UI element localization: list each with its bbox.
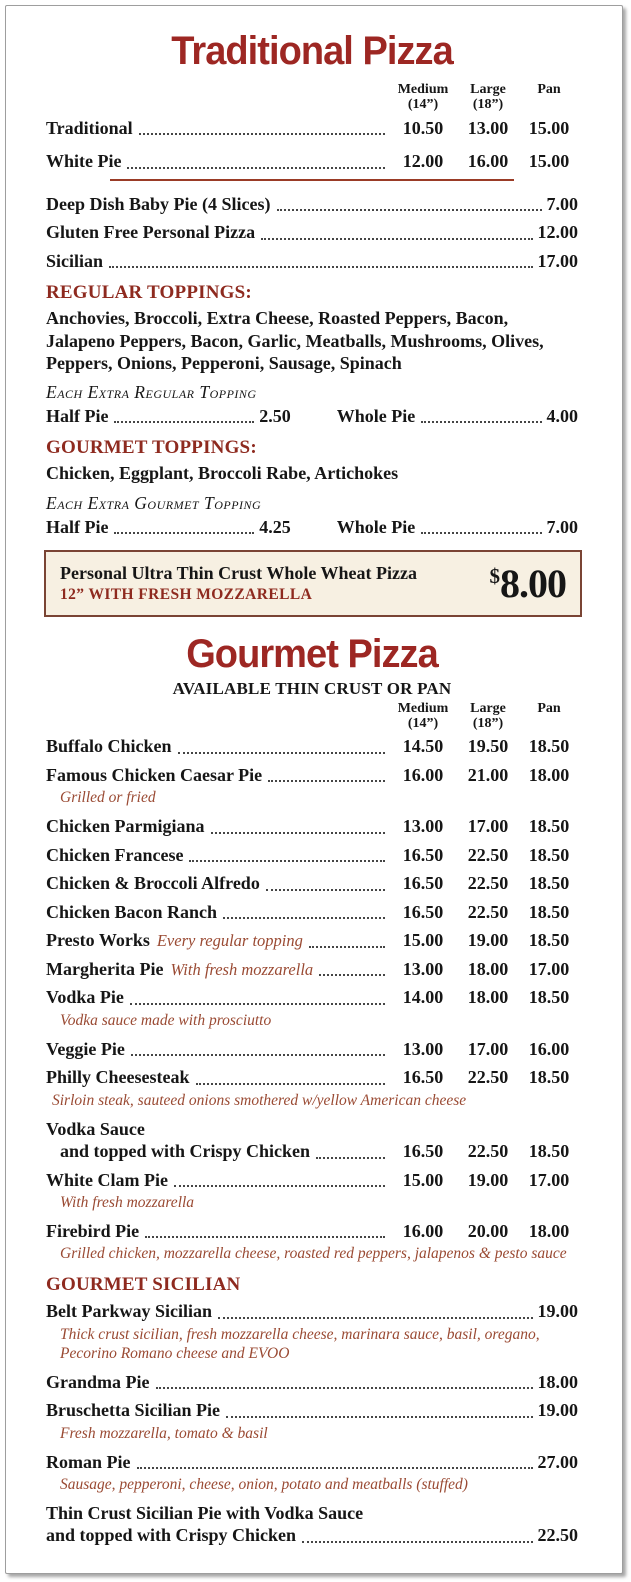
item-price-pan: 18.50 bbox=[528, 844, 570, 865]
item-inline-note: With fresh mozzarella bbox=[170, 959, 314, 979]
currency-symbol: $ bbox=[489, 563, 500, 588]
item-price-large: 18.00 bbox=[467, 987, 509, 1008]
item-name: Bruschetta Sicilian Pie bbox=[46, 1400, 220, 1421]
menu-item-row bbox=[46, 1066, 578, 1089]
menu-item-row bbox=[46, 764, 578, 787]
dot-leader bbox=[189, 860, 385, 862]
dot-leader bbox=[309, 946, 385, 948]
menu-item-row bbox=[46, 844, 578, 867]
dot-leader bbox=[109, 266, 532, 268]
item-price: 19.00 bbox=[537, 1400, 578, 1421]
item-price-large: 22.50 bbox=[467, 901, 509, 922]
menu-item-row bbox=[46, 735, 578, 758]
item-price-large: 20.00 bbox=[467, 1220, 509, 1241]
item-price-medium: 10.50 bbox=[402, 117, 444, 138]
item-name: Famous Chicken Caesar Pie bbox=[46, 764, 263, 785]
menu-item-row bbox=[46, 1502, 578, 1525]
regular-toppings-list: Anchovies, Broccoli, Extra Cheese, Roasted Peppers, Bacon, Jalapeno Peppers, Bacon, Garlic, Meatballs, Mushrooms, Olives, Peppers, Onions, Pepperoni, Sausage, Spinach bbox=[46, 308, 544, 373]
gourmet-toppings-list: Chicken, Eggplant, Broccoli Rabe, Artichokes bbox=[46, 463, 399, 484]
menu-item-row bbox=[46, 1118, 578, 1141]
half-pie-segment bbox=[46, 406, 291, 427]
item-name: Deep Dish Baby Pie (4 Slices) bbox=[46, 193, 271, 214]
size-sub-large: (18”) bbox=[472, 715, 504, 731]
item-price-large: 16.00 bbox=[467, 151, 509, 172]
size-label-medium: Medium bbox=[397, 700, 449, 716]
promo-line1: Personal Ultra Thin Crust Whole Wheat Pizza bbox=[60, 562, 417, 583]
size-label-medium: Medium bbox=[397, 82, 449, 97]
item-price-pan: 18.50 bbox=[528, 736, 570, 757]
dot-leader bbox=[319, 974, 385, 976]
whole-pie-segment bbox=[337, 517, 578, 538]
menu-item-row bbox=[46, 1038, 578, 1061]
dot-leader bbox=[156, 1387, 533, 1389]
gourmet-sicilian-header: GOURMET SICILIAN bbox=[46, 1274, 241, 1296]
dot-leader bbox=[196, 1083, 386, 1085]
item-price-pan: 17.00 bbox=[528, 1169, 570, 1190]
whole-pie-label: Whole Pie bbox=[336, 516, 416, 537]
item-name: Veggie Pie bbox=[46, 1038, 125, 1059]
size-header-gourmet bbox=[46, 701, 578, 732]
size-label-pan: Pan bbox=[537, 700, 561, 716]
whole-pie-price: 7.00 bbox=[546, 516, 578, 537]
item-name: White Pie bbox=[46, 151, 122, 172]
item-price-pan: 18.50 bbox=[528, 1067, 570, 1088]
promo-amount: 8.00 bbox=[500, 560, 566, 606]
menu-item-row bbox=[46, 117, 578, 140]
item-name: Vodka Pie bbox=[46, 987, 124, 1008]
item-name-line2: and topped with Crispy Chicken bbox=[60, 1141, 311, 1162]
item-note: Fresh mozzarella, tomato & basil bbox=[60, 1424, 268, 1442]
menu-item-row bbox=[46, 193, 578, 216]
item-price-medium: 15.00 bbox=[402, 1169, 444, 1190]
dot-leader bbox=[211, 832, 385, 834]
whole-pie-segment bbox=[337, 406, 578, 427]
item-note: Sirloin steak, sauteed onions smothered w/yellow American cheese bbox=[52, 1091, 467, 1109]
size-col-pan bbox=[520, 701, 578, 732]
item-price: 22.50 bbox=[537, 1525, 578, 1546]
item-inline-note: Every regular topping bbox=[156, 931, 303, 951]
gourmet-toppings-header: GOURMET TOPPINGS: bbox=[46, 437, 257, 459]
dot-leader bbox=[130, 1003, 385, 1005]
extra-gourmet-topping-label: Each Extra Gourmet Topping bbox=[46, 492, 262, 513]
item-price-large: 19.50 bbox=[467, 736, 509, 757]
item-note: Sausage, pepperoni, cheese, onion, potato and meatballs (stuffed) bbox=[60, 1476, 468, 1494]
size-sub-pan bbox=[547, 97, 551, 112]
item-name-line2: and topped with Crispy Chicken bbox=[46, 1525, 297, 1546]
item-name: Chicken Parmigiana bbox=[46, 816, 205, 837]
item-price-medium: 13.00 bbox=[402, 816, 444, 837]
dot-leader bbox=[226, 1416, 533, 1418]
menu-content bbox=[6, 6, 622, 1547]
menu-item-row bbox=[46, 1300, 578, 1323]
menu-item-row bbox=[46, 250, 578, 273]
item-price-pan: 18.50 bbox=[528, 1141, 570, 1162]
item-price-large: 22.50 bbox=[467, 844, 509, 865]
item-name: Presto Works bbox=[46, 930, 150, 951]
item-price: 19.00 bbox=[537, 1301, 578, 1322]
size-col-large bbox=[456, 82, 520, 113]
half-pie-label: Half Pie bbox=[46, 406, 109, 427]
item-price-medium: 14.00 bbox=[402, 987, 444, 1008]
menu-item-row-continued bbox=[46, 1140, 578, 1163]
item-price-pan: 18.50 bbox=[528, 930, 570, 951]
item-price-medium: 16.50 bbox=[402, 1141, 444, 1162]
size-col-large bbox=[456, 701, 520, 732]
item-price-large: 19.00 bbox=[467, 1169, 509, 1190]
item-name: Grandma Pie bbox=[46, 1371, 150, 1392]
promo-box bbox=[44, 550, 582, 617]
item-note: Vodka sauce made with prosciutto bbox=[60, 1011, 272, 1029]
item-price-medium: 16.50 bbox=[402, 901, 444, 922]
dot-leader bbox=[178, 752, 385, 754]
dot-leader bbox=[302, 1541, 532, 1543]
item-price: 12.00 bbox=[537, 222, 578, 243]
item-price: 7.00 bbox=[546, 193, 578, 214]
item-name: Margherita Pie bbox=[46, 958, 164, 979]
half-pie-segment bbox=[46, 517, 291, 538]
item-name: Philly Cheesesteak bbox=[46, 1067, 190, 1088]
item-price-large: 13.00 bbox=[467, 117, 509, 138]
section-title-traditional: Traditional Pizza bbox=[171, 29, 453, 73]
menu-item-row bbox=[46, 815, 578, 838]
menu-item-row bbox=[46, 986, 578, 1009]
size-col-medium bbox=[390, 701, 456, 732]
size-label-pan: Pan bbox=[537, 82, 561, 97]
dot-leader bbox=[268, 780, 385, 782]
item-price-medium: 13.00 bbox=[402, 1038, 444, 1059]
item-name: Chicken & Broccoli Alfredo bbox=[46, 873, 260, 894]
item-price-pan: 18.50 bbox=[528, 816, 570, 837]
dot-leader bbox=[218, 1317, 533, 1319]
item-price-medium: 12.00 bbox=[402, 151, 444, 172]
section-title-gourmet: Gourmet Pizza bbox=[186, 631, 438, 676]
menu-item-row bbox=[46, 1169, 578, 1192]
item-name: Firebird Pie bbox=[46, 1220, 140, 1241]
menu-item-row bbox=[46, 929, 578, 952]
promo-line2: 12” WITH FRESH MOZZARELLA bbox=[60, 585, 313, 603]
item-name: Belt Parkway Sicilian bbox=[46, 1301, 212, 1322]
item-price-pan: 16.00 bbox=[528, 1038, 570, 1059]
item-price-medium: 13.00 bbox=[402, 958, 444, 979]
half-pie-label: Half Pie bbox=[46, 516, 109, 537]
item-name: Roman Pie bbox=[46, 1451, 131, 1472]
item-name: Chicken Bacon Ranch bbox=[46, 901, 218, 922]
item-price: 17.00 bbox=[537, 250, 578, 271]
size-sub-large: (18”) bbox=[472, 97, 504, 113]
item-price-pan: 15.00 bbox=[528, 151, 570, 172]
menu-item-row-continued bbox=[46, 1524, 578, 1547]
half-pie-price: 2.50 bbox=[259, 406, 291, 427]
dot-leader bbox=[277, 209, 542, 211]
menu-item-row bbox=[46, 1220, 578, 1243]
section-divider bbox=[110, 179, 514, 181]
dot-leader bbox=[223, 917, 385, 919]
menu-item-row bbox=[46, 901, 578, 924]
dot-leader bbox=[266, 889, 385, 891]
menu-item-row bbox=[46, 1451, 578, 1474]
extra-regular-topping-label: Each Extra Regular Topping bbox=[46, 382, 257, 403]
item-price-pan: 18.50 bbox=[528, 901, 570, 922]
item-price-large: 17.00 bbox=[467, 1038, 509, 1059]
whole-pie-label: Whole Pie bbox=[336, 406, 416, 427]
item-price-medium: 16.50 bbox=[402, 873, 444, 894]
promo-text bbox=[60, 563, 482, 604]
dot-leader bbox=[114, 421, 254, 423]
size-col-pan bbox=[520, 82, 578, 113]
size-label-large: Large bbox=[470, 82, 506, 97]
item-price-medium: 15.00 bbox=[402, 930, 444, 951]
menu-item-row bbox=[46, 958, 578, 981]
item-price-large: 22.50 bbox=[467, 873, 509, 894]
size-sub-medium: (14”) bbox=[407, 715, 439, 731]
item-price-large: 17.00 bbox=[467, 816, 509, 837]
size-label-large: Large bbox=[470, 700, 506, 716]
item-price-medium: 14.50 bbox=[402, 736, 444, 757]
menu-item-row bbox=[46, 1399, 578, 1422]
item-name: Buffalo Chicken bbox=[46, 736, 172, 757]
dot-leader bbox=[127, 167, 385, 169]
promo-price bbox=[490, 560, 567, 607]
item-name: Vodka Sauce bbox=[46, 1118, 145, 1139]
dot-leader bbox=[145, 1236, 385, 1238]
item-price-large: 18.00 bbox=[467, 958, 509, 979]
item-note: Grilled or fried bbox=[60, 789, 156, 807]
dot-leader bbox=[137, 1467, 533, 1469]
whole-pie-price: 4.00 bbox=[546, 406, 578, 427]
item-price: 27.00 bbox=[537, 1451, 578, 1472]
item-note: With fresh mozzarella bbox=[60, 1194, 195, 1212]
item-price-pan: 18.00 bbox=[528, 1220, 570, 1241]
regular-toppings-header: REGULAR TOPPINGS: bbox=[46, 282, 252, 304]
dot-leader bbox=[131, 1054, 385, 1056]
menu-item-row bbox=[46, 872, 578, 895]
item-price-large: 19.00 bbox=[467, 930, 509, 951]
item-name: Traditional bbox=[46, 117, 133, 138]
item-price-large: 22.50 bbox=[467, 1067, 509, 1088]
item-price: 18.00 bbox=[537, 1371, 578, 1392]
item-name: Sicilian bbox=[46, 250, 104, 271]
dot-leader bbox=[261, 238, 532, 240]
item-price-large: 21.00 bbox=[467, 764, 509, 785]
dot-leader bbox=[421, 421, 541, 423]
item-name: White Clam Pie bbox=[46, 1169, 168, 1190]
dot-leader bbox=[114, 532, 254, 534]
item-price-pan: 15.00 bbox=[528, 117, 570, 138]
item-name: Thin Crust Sicilian Pie with Vodka Sauce bbox=[46, 1502, 364, 1523]
item-note: Thick crust sicilian, fresh mozzarella cheese, marinara sauce, basil, oregano, Pecorino Romano cheese and EVOO bbox=[60, 1325, 540, 1362]
menu-sheet bbox=[5, 5, 623, 1574]
item-price-pan: 17.00 bbox=[528, 958, 570, 979]
extra-gourmet-prices bbox=[46, 517, 578, 538]
item-price-medium: 16.00 bbox=[402, 764, 444, 785]
item-price-pan: 18.50 bbox=[528, 987, 570, 1008]
item-price-medium: 16.50 bbox=[402, 1067, 444, 1088]
size-sub-pan bbox=[547, 716, 551, 731]
dot-leader bbox=[139, 133, 385, 135]
dot-leader bbox=[316, 1157, 385, 1159]
menu-item-row bbox=[46, 1371, 578, 1394]
menu-item-row bbox=[46, 221, 578, 244]
dot-leader bbox=[174, 1185, 385, 1187]
size-col-medium bbox=[390, 82, 456, 113]
half-pie-price: 4.25 bbox=[259, 516, 291, 537]
item-price-medium: 16.00 bbox=[402, 1220, 444, 1241]
size-sub-medium: (14”) bbox=[407, 97, 439, 113]
item-name: Chicken Francese bbox=[46, 844, 184, 865]
menu-item-row bbox=[46, 150, 578, 173]
item-price-pan: 18.50 bbox=[528, 873, 570, 894]
size-header-traditional bbox=[46, 82, 578, 113]
extra-regular-prices bbox=[46, 406, 578, 427]
item-name: Gluten Free Personal Pizza bbox=[46, 222, 256, 243]
item-price-pan: 18.00 bbox=[528, 764, 570, 785]
gourmet-subtitle: AVAILABLE THIN CRUST OR PAN bbox=[172, 678, 452, 698]
item-price-medium: 16.50 bbox=[402, 844, 444, 865]
dot-leader bbox=[421, 532, 541, 534]
item-price-large: 22.50 bbox=[467, 1141, 509, 1162]
item-note: Grilled chicken, mozzarella cheese, roasted red peppers, jalapenos & pesto sauce bbox=[60, 1245, 567, 1263]
